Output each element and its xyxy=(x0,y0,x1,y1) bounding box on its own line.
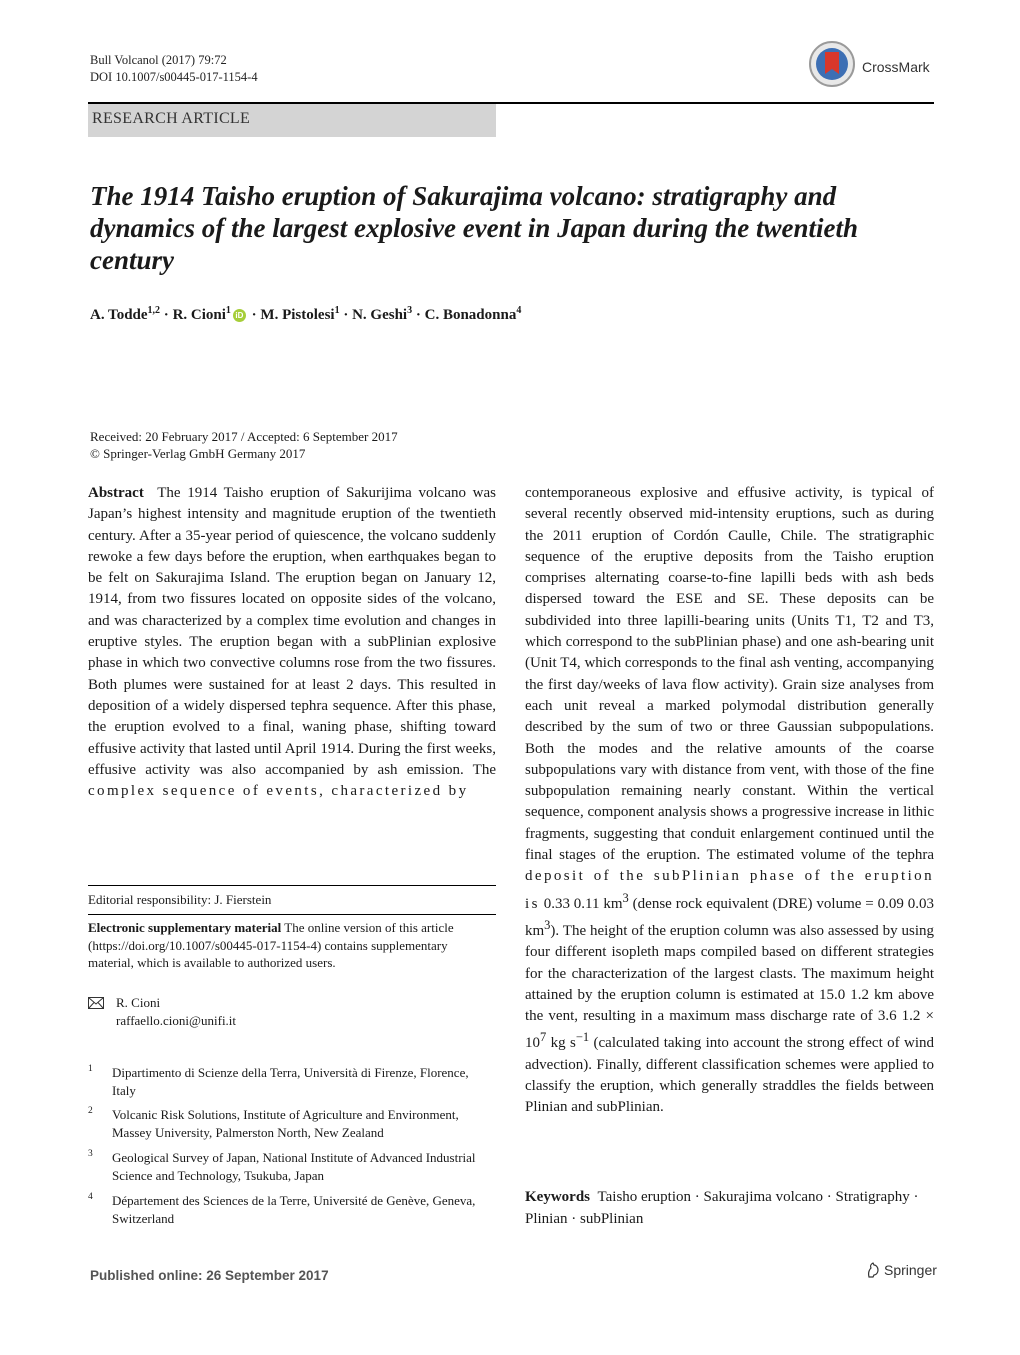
unit-superscript: −1 xyxy=(575,1030,590,1045)
author-affiliation-sup: 1 xyxy=(334,305,340,316)
author-separator: · xyxy=(247,307,261,323)
corresponding-author xyxy=(116,994,236,1029)
affiliation-3 xyxy=(88,1149,478,1189)
keywords-list: Taisho eruption · Sakurajima volcano · Stratigraphy · Plinian · subPlinian xyxy=(525,1189,919,1227)
keywords-block xyxy=(525,1186,934,1230)
article-dates xyxy=(90,428,398,462)
received-accepted: Received: 20 February 2017 / Accepted: 6 September 2017 xyxy=(90,429,398,444)
affiliation-number: 4 xyxy=(88,1192,93,1202)
author-name[interactable]: A. Todde xyxy=(90,307,148,323)
affiliation-number: 3 xyxy=(88,1149,93,1159)
notes-rule xyxy=(88,885,496,886)
unit-superscript: 7 xyxy=(540,1030,547,1045)
author-separator: · xyxy=(160,307,173,323)
author-affiliation-sup: 1 xyxy=(225,305,231,316)
article-type: RESEARCH ARTICLE xyxy=(92,110,251,127)
affiliation-2 xyxy=(88,1106,478,1146)
copyright: © Springer-Verlag GmbH Germany 2017 xyxy=(90,446,306,461)
publisher-logo[interactable] xyxy=(866,1262,937,1278)
crossmark-icon xyxy=(808,40,856,88)
crossmark-badge[interactable] xyxy=(808,40,948,92)
notes-rule-2 xyxy=(88,914,496,915)
abstract-text-height: ). The height of the eruption column was also assessed by using four different isopleth maps compiled based on different strategies for the characterization of the largest clasts. The maximum height attained by the eruption column is estimated at 15.0 1.2 km above the vent, resulting in a maximum mass discharge rate of 3.6 1.2 × 10 xyxy=(525,922,934,1052)
affiliation-text: Dipartimento di Scienze della Terra, Università di Firenze, Florence, Italy xyxy=(112,1065,469,1098)
esm-text[interactable]: The online version of this article (https://doi.org/10.1007/s00445-017-1154-4) contains supplementary material, which is available to authorized users. xyxy=(88,920,454,970)
abstract-text: The 1914 Taisho eruption of Sakurijima volcano was Japan’s highest intensity and magnitude eruption of the twentieth century. After a 35-year period of quiescence, the volcano suddenly rewoke a few days before the eruption, when earthquakes began to be felt on Sakurajima Island. The eruption began on January 12, 1914, from two fissures located on opposite sides of the volcano, and was characterized by a complex time evolution and changes in eruptive styles. The eruption began with a subPlinian explosive phase in which two convective columns rose from the two fissures. Both plumes were sustained for at least 2 days. This resulted in deposition of a widely dispersed tephra sequence. After this phase, the eruption evolved to a final, waning phase, shifting toward effusive activity that lasted until April 1914. During the first weeks, effusive activity was also accompanied by ash emission. The xyxy=(88,485,496,778)
author-separator: · xyxy=(412,307,425,323)
author-name[interactable]: N. Geshi xyxy=(352,307,408,323)
affiliation-1 xyxy=(88,1064,478,1104)
abstract-heading: Abstract xyxy=(88,485,144,501)
corresponding-author-name: R. Cioni xyxy=(116,995,161,1010)
supplementary-material-note xyxy=(88,919,496,972)
publisher-name: Springer xyxy=(884,1262,937,1278)
affiliation-number: 2 xyxy=(88,1106,93,1116)
journal-citation: Bull Volcanol (2017) 79:72 xyxy=(90,53,227,67)
affiliation-number: 1 xyxy=(88,1064,93,1074)
affiliation-4 xyxy=(88,1192,478,1232)
author-list xyxy=(90,305,910,324)
affiliation-text: Geological Survey of Japan, National Institute of Advanced Industrial Science and Technology, Tsukuba, Japan xyxy=(112,1150,476,1183)
abstract-text-continued: contemporaneous explosive and effusive activity, is typical of several recently observed mid-intensity eruptions, such as during the 2011 eruption of Cordón Caulle, Chile. The stratigraphic sequence of the eruptive deposits from the Taisho eruption comprises alternating coarse-to-fine lapilli beds with ash beds dispersed toward the ESE and SE. These deposits can be subdivided into three lapilli-bearing units (Units T1, T2 and T3, which correspond to the subPlinian phase) and one ash-bearing unit (Unit T4, which corresponds to the final ash venting, accompanying the first day/weeks of lava flow activity). Grain size analyses from each unit reveal a marked polymodal distribution generally described by the sum of two or three Gaussian subpopulations. Both the modes and the relative amounts of the coarse subpopulations vary with distance from vent, with those of the fine subpopulation remaining nearly constant. Within the vertical sequence, component analysis shows a progressive increase in lithic fragments, suggesting that conduit enlargement continued until the final stages of the eruption. The estimated volume of the tephra xyxy=(525,485,934,864)
corresponding-author-email[interactable]: raffaello.cioni@unifi.it xyxy=(116,1012,237,1028)
springer-horse-icon xyxy=(866,1262,880,1278)
published-online: Published online: 26 September 2017 xyxy=(90,1268,329,1283)
article-type-banner xyxy=(88,104,496,137)
journal-info xyxy=(90,52,258,86)
unit-superscript: 3 xyxy=(544,917,551,932)
author-affiliation-sup: 1,2 xyxy=(147,305,161,316)
author-name[interactable]: M. Pistolesi xyxy=(260,307,335,323)
author-name[interactable]: C. Bonadonna xyxy=(424,307,517,323)
abstract-right-column xyxy=(525,483,934,1119)
esm-heading: Electronic supplementary material xyxy=(88,920,282,935)
crossmark-label: CrossMark xyxy=(862,59,930,75)
orcid-icon[interactable]: iD xyxy=(233,309,246,322)
author-affiliation-sup: 4 xyxy=(516,305,522,316)
affiliation-text: Département des Sciences de la Terre, Université de Genève, Geneva, Switzerland xyxy=(112,1193,476,1226)
article-title: The 1914 Taisho eruption of Sakurajima volcano: stratigraphy and dynamics of the largest explosive event in Japan during the twentieth century xyxy=(90,181,859,275)
editorial-responsibility: Editorial responsibility: J. Fierstein xyxy=(88,892,272,907)
doi-link[interactable]: DOI 10.1007/s00445-017-1154-4 xyxy=(90,70,258,84)
author-name[interactable]: R. Cioni xyxy=(172,307,226,323)
keywords-heading: Keywords xyxy=(525,1189,590,1205)
mass-unit: kg s xyxy=(546,1035,576,1052)
abstract-left-column xyxy=(88,483,496,802)
abstract-text-last-line: complex sequence of events, characterized by xyxy=(88,783,469,800)
envelope-icon xyxy=(88,997,104,1009)
affiliation-text: Volcanic Risk Solutions, Institute of Agriculture and Environment, Massey University, Palmerston North, New Zealand xyxy=(112,1107,459,1140)
unit-superscript: 3 xyxy=(622,890,629,905)
author-affiliation-sup: 3 xyxy=(407,305,413,316)
volume-value: 0.33 0.11 km xyxy=(543,895,623,912)
abstract-text-end: (calculated taking into account the strong effect of wind advection). Finally, different classification schemes were applied to classify the eruption, which generally straddles the fields between Plinian and subPlinian. xyxy=(525,1035,934,1116)
author-separator: · xyxy=(339,307,353,323)
abstract-text-dre: (dense rock equivalent (DRE) volume = 0.09 0.03 km xyxy=(525,895,934,939)
abstract-text-spaced-line: deposit of the subPlinian phase of the eruption is xyxy=(525,868,934,912)
